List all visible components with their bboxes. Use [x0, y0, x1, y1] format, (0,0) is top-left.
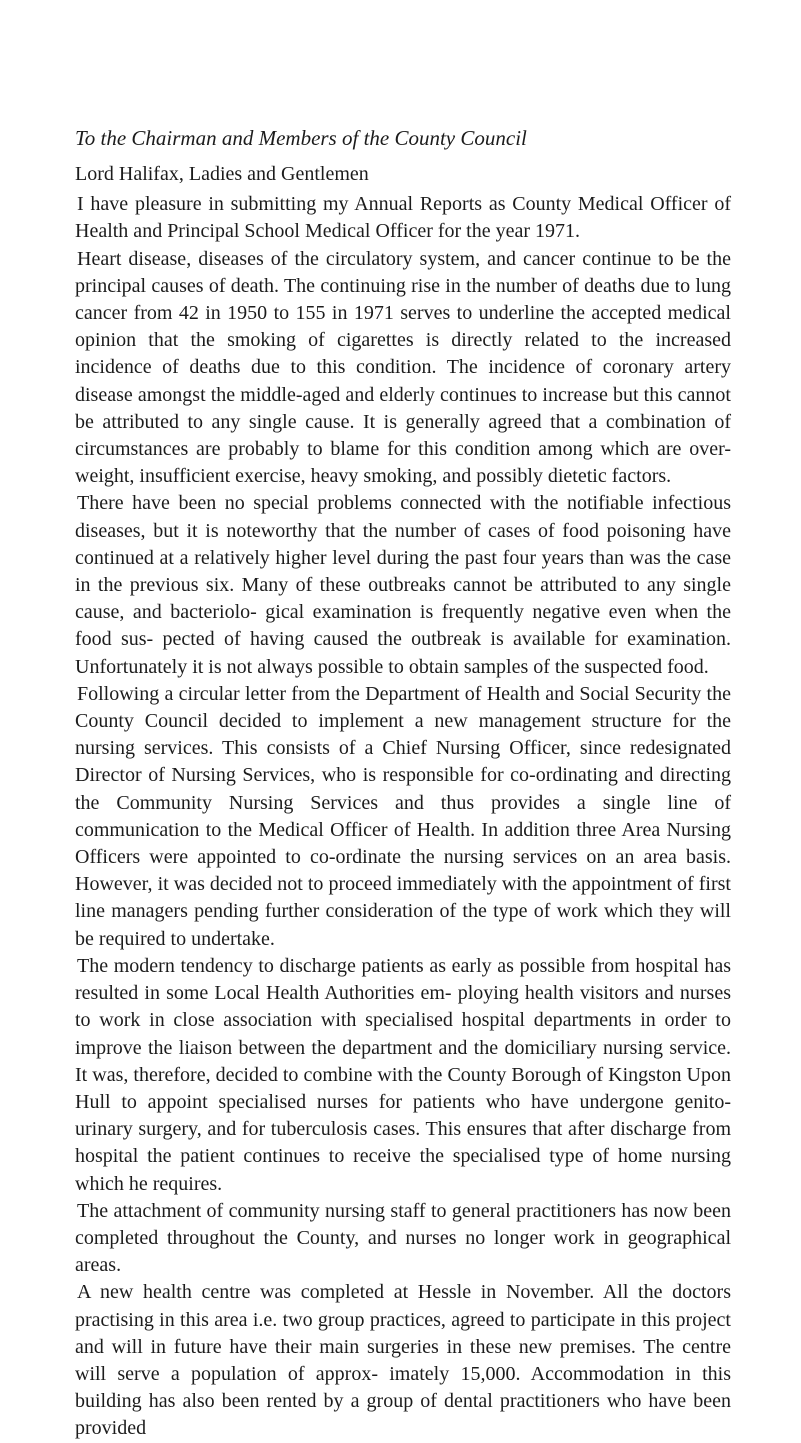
paragraph-community-nursing: The attachment of community nursing staff to general practitioners has now been completed throughout the County, and nurses no longer work in geographical areas.	[75, 1199, 731, 1277]
paragraph-causes-of-death: Heart disease, diseases of the circulatory system, and cancer continue to be the principal causes of death. The continuing rise in the number of deaths due to lung cancer from 42 in 1950 to 155 in 1971 serves to underline the accepted medical opinion that the smoking of cigarettes is directly related to the increased incidence of deaths due to this condition. The incidence of coronary artery disease amongst the middle-aged and elderly continues to increase but this cannot be attributed to any single cause. It is generally agreed that a combination of circumstances are probably to blame for this condition among which are over-weight, insufficient exercise, heavy smoking, and possibly dietetic factors.	[75, 247, 731, 488]
paragraph-nursing-structure: Following a circular letter from the Department of Health and Social Security the County Council decided to implement a new management structure for the nursing services. This consists of a Chief Nursing Officer, since redesignated Director of Nursing Services, who is responsible for co-ordinating and directing the Community Nursing Services and thus provides a single line of communication to the Medical Officer of Health. In addition three Area Nursing Officers were appointed to co-ordinate the nursing services on an area basis. However, it was decided not to proceed immediately with the appointment of first line managers pending further consideration of the type of work which they will be required to undertake.	[75, 682, 731, 950]
paragraph-hospital-discharge: The modern tendency to discharge patients as early as possible from hospital has resulted in some Local Health Authorities em- ploying health visitors and nurses to work in close association with specialised hospital departments in order to improve the liaison between the department and the domiciliary nursing service. It was, therefore, decided to combine with the County Borough of Kingston Upon Hull to appoint specialised nurses for patients who have undergone genito-urinary surgery, and for tuberculosis cases. This ensures that after discharge from hospital the patient continues to receive the specialised type of home nursing which he requires.	[75, 954, 731, 1195]
paragraph-infectious-diseases: There have been no special problems connected with the notifiable infectious diseases, but it is noteworthy that the number of cases of food poisoning have continued at a relatively higher level during the past four years than was the case in the previous six. Many of these outbreaks cannot be attributed to any single cause, and bacteriolo- gical examination is frequently negative even when the food sus- pected of having caused the outbreak is available for examination. Unfortunately it is not always possible to obtain samples of the suspected food.	[75, 492, 731, 678]
salutation: Lord Halifax, Ladies and Gentlemen	[75, 163, 369, 185]
paragraph-health-centre: A new health centre was completed at Hessle in November. All the doctors practising in this area i.e. two group practices, agreed to participate in this project and will in future have their main surgeries in these new premises. The centre will serve a population of approx- imately 15,000. Accommodation in this building has also been rented by a group of dental practitioners who have been provided	[75, 1281, 731, 1440]
paragraph-annual-reports: I have pleasure in submitting my Annual Reports as County Medical Officer of Health and Principal School Medical Officer for the year 1971.	[75, 193, 731, 243]
report-page	[75, 124, 731, 1443]
address-heading: To the Chairman and Members of the County Council	[75, 126, 527, 150]
